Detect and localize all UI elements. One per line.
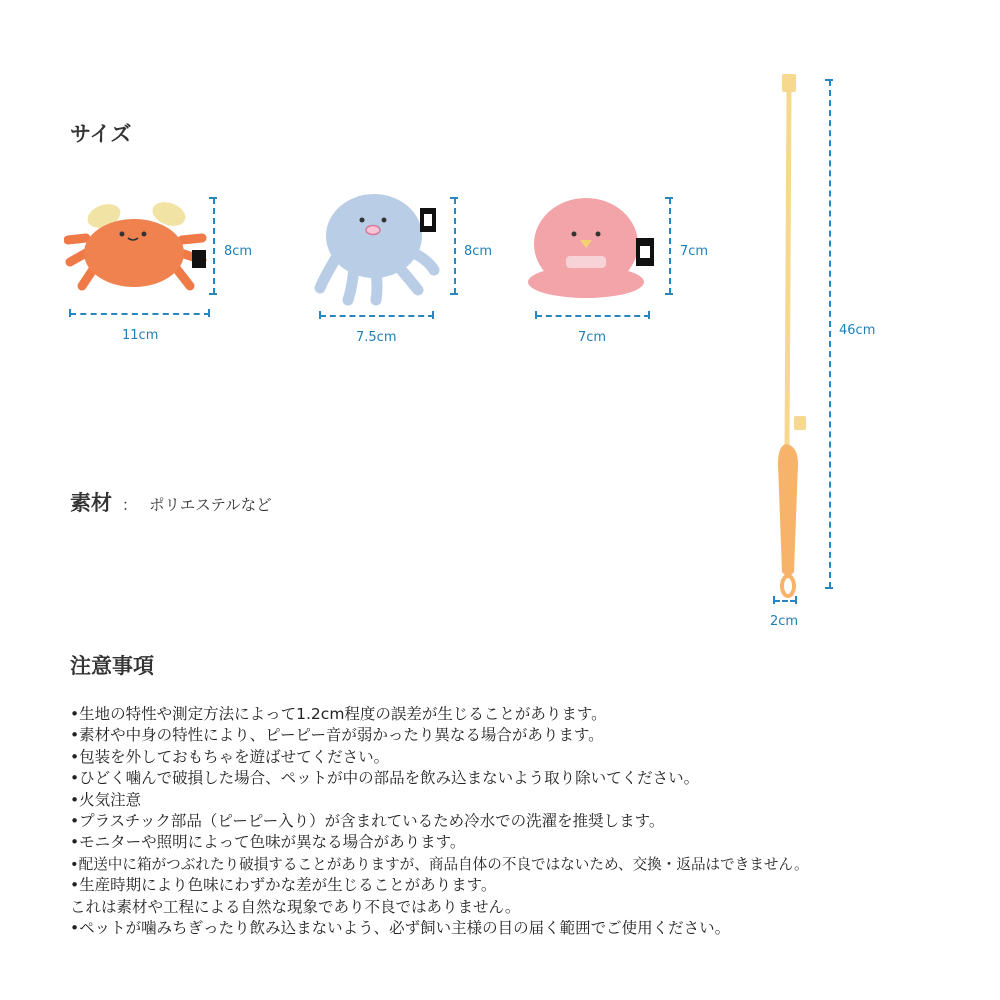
octopus-height-label: 7cm: [680, 244, 709, 259]
jellyfish-height-label: 8cm: [464, 244, 493, 259]
material-value: ポリエステルなど: [149, 496, 272, 514]
note-item: •モニターや照明によって色味が異なる場合があります。: [70, 833, 466, 852]
material-row: [70, 487, 272, 517]
wand-length-label: 46cm: [839, 323, 876, 338]
material-label: 素材: [70, 491, 112, 515]
note-item: •包装を外しておもちゃを遊ばせてください。: [70, 747, 390, 766]
crab-width-label: 11cm: [122, 328, 159, 343]
jellyfish-toy-image: [314, 188, 444, 308]
octopus-width-label: 7cm: [578, 330, 607, 345]
note-item: •生産時期により色味にわずかな差が生じることがあります。: [70, 876, 497, 895]
note-item: •素材や中身の特性により、ピーピー音が弱かったり異なる場合があります。: [70, 726, 604, 745]
note-item: •ひどく噛んで破損した場合、ペットが中の部品を飲み込まないよう取り除いてください。: [70, 769, 700, 788]
note-item: •配送中に箱がつぶれたり破損することがありますが、商品自体の不良ではないため、交換・返品はできません。: [70, 855, 809, 873]
jellyfish-width-label: 7.5cm: [356, 330, 397, 345]
notes-list: [70, 704, 809, 939]
size-heading: サイズ: [70, 122, 132, 146]
wand-image: [766, 72, 816, 602]
material-separator: ：: [122, 496, 138, 514]
note-item: •ペットが噛みちぎったり飲み込まないよう、必ず飼い主様の目の届く範囲でご使用ください。: [70, 918, 731, 937]
note-item: •火気注意: [70, 790, 142, 809]
crab-height-label: 8cm: [224, 244, 253, 259]
note-item: •プラスチック部品（ピーピー入り）が含まれているため冷水での洗濯を推奨します。: [70, 811, 665, 830]
crab-toy-image: [64, 198, 214, 298]
notes-heading: 注意事項: [70, 654, 154, 678]
octopus-toy-image: [526, 194, 666, 304]
note-item: これは素材や工程による自然な現象であり不良ではありません。: [70, 897, 521, 916]
wand-width-label: 2cm: [770, 614, 799, 629]
note-item: •生地の特性や測定方法によって1.2cm程度の誤差が生じることがあります。: [70, 705, 607, 723]
